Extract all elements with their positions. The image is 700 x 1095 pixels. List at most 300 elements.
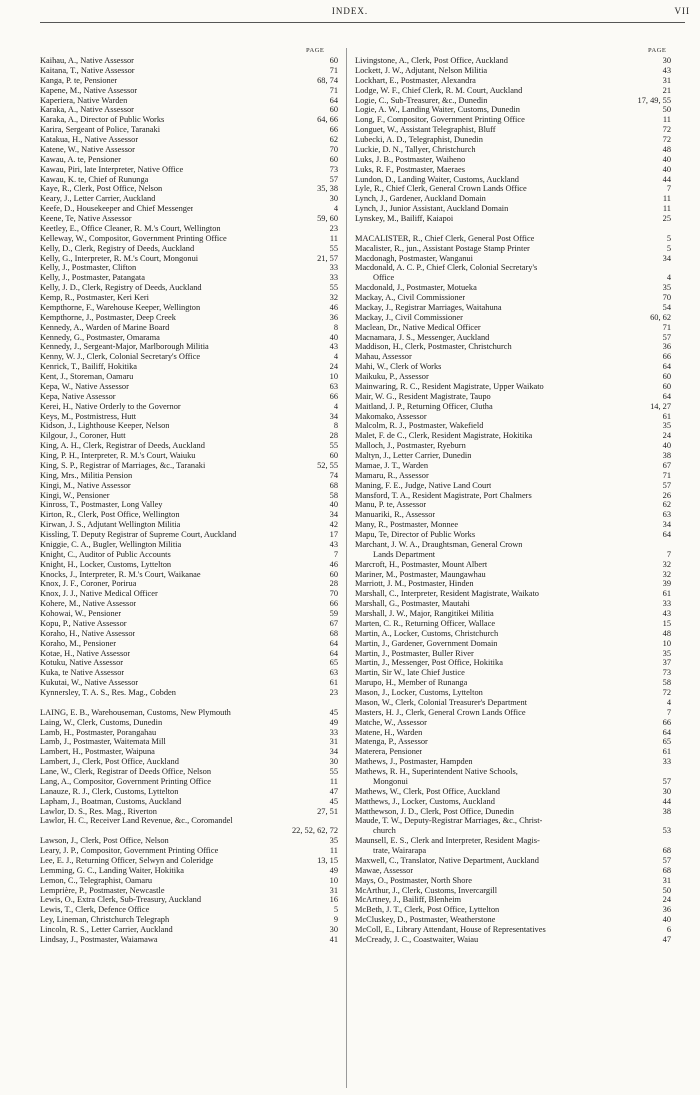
index-entry [355, 352, 671, 362]
entry-page-ref: 24 [329, 362, 338, 372]
index-entry [355, 412, 671, 422]
entry-page-ref: 36 [329, 312, 338, 322]
entry-page-ref: 66 [329, 599, 338, 609]
right-page-column-heading: PAGE [648, 47, 667, 54]
index-entry [355, 678, 671, 688]
entry-name: Katakua, H., Native Assessor [40, 135, 139, 144]
index-entry [355, 76, 671, 86]
entry-page-ref: 57 [662, 332, 671, 342]
entry-name: Marchant, J. W. A., Draughtsman, General Crown [355, 539, 523, 549]
index-entry [355, 56, 671, 66]
entry-page-ref: 5 [666, 233, 671, 243]
entry-page-ref: 40 [329, 500, 338, 510]
index-entry [40, 421, 338, 431]
entry-name: LAING, E. B., Warehouseman, Customs, New Plymouth [40, 707, 231, 717]
index-entry [355, 234, 671, 244]
index-entry [355, 263, 671, 273]
index-entry [355, 737, 671, 747]
entry-name: Kent, J., Storeman, Oamaru [40, 372, 134, 381]
index-entry [355, 491, 671, 501]
entry-page-ref: 50 [662, 105, 671, 115]
entry-page-ref: 70 [329, 144, 338, 154]
index-entry [40, 570, 338, 580]
entry-page-ref: 42 [329, 520, 338, 530]
entry-name: Maddison, H., Clerk, Postmaster, Christchurch [355, 342, 512, 352]
entry-name: Kelleway, W., Compositor, Government Printing Office [40, 233, 227, 243]
entry-name: Knox, J. J., Native Medical Officer [40, 589, 158, 599]
index-entry [355, 372, 671, 382]
entry-page-ref: 72 [662, 135, 671, 144]
index-entry [40, 807, 338, 817]
entry-page-ref: 61 [329, 678, 338, 688]
entry-name: Lambert, H., Postmaster, Waipuna [40, 747, 155, 757]
index-entry [40, 915, 338, 925]
entry-name: church [373, 826, 396, 836]
entry-name: Marshall, C., Interpreter, Resident Magistrate, Waikato [355, 589, 539, 599]
entry-name: Mawae, Assessor [355, 865, 414, 875]
section-gap [40, 698, 338, 708]
index-entry [355, 431, 671, 441]
index-entry [355, 303, 671, 313]
entry-name: Luks, J. B., Postmaster, Waiheno [355, 154, 466, 164]
index-entry [40, 797, 338, 807]
entry-name: Kelly, J., Postmaster, Clifton [40, 263, 137, 273]
index-entry [40, 86, 338, 96]
entry-page-ref: 64 [329, 638, 338, 648]
entry-name: Lockett, J. W., Adjutant, Nelson Militia [355, 65, 488, 75]
index-entry [355, 194, 671, 204]
index-entry [40, 431, 338, 441]
index-entry [355, 204, 671, 214]
entry-page-ref: 46 [329, 302, 338, 312]
entry-page-ref: 66 [662, 717, 671, 727]
index-entry [40, 737, 338, 747]
entry-page-ref: 58 [329, 490, 338, 500]
entry-page-ref: 60 [329, 105, 338, 115]
index-entry [355, 96, 671, 106]
index-entry [355, 451, 671, 461]
index-entry [355, 175, 671, 185]
entry-page-ref: 13, 15 [317, 855, 338, 865]
index-entry [355, 895, 671, 905]
entry-name: Kukutai, W., Native Assessor [40, 678, 139, 688]
entry-page-ref: 33 [329, 273, 338, 283]
entry-name: Marten, C. R., Returning Officer, Wallace [355, 618, 496, 628]
entry-name: Kemp, R., Postmaster, Keri Keri [40, 293, 149, 302]
entry-name: Laing, W., Clerk, Customs, Dunedin [40, 717, 163, 727]
entry-name: Kotuku, Native Assessor [40, 658, 124, 668]
entry-page-ref: 31 [662, 875, 671, 885]
index-entry [355, 530, 671, 540]
entry-name: Materera, Pensioner [355, 747, 423, 757]
entry-name: Lands Department [373, 549, 436, 559]
index-entry [355, 520, 671, 530]
entry-name: Matthews, J., Locker, Customs, Auckland [355, 796, 495, 806]
index-entry [40, 333, 338, 343]
entry-name: Kawau, A. te, Pensioner [40, 154, 121, 164]
entry-name: Mackay, A., Civil Commissioner [355, 293, 466, 302]
entry-name: Lane, W., Clerk, Registrar of Deeds Office, Nelson [40, 767, 212, 776]
entry-name: Manu, P. te, Assessor [355, 500, 427, 510]
entry-page-ref: 24 [662, 431, 671, 441]
entry-page-ref: 59 [329, 609, 338, 618]
entry-page-ref: 30 [662, 786, 671, 796]
entry-page-ref: 28 [329, 431, 338, 441]
index-entry [355, 708, 671, 718]
entry-page-ref: 34 [329, 411, 338, 421]
entry-page-ref [667, 816, 671, 826]
entry-page-ref: 27, 51 [317, 806, 338, 816]
index-entry [355, 905, 671, 915]
index-entry [40, 747, 338, 757]
entry-name: Kingi, W., Pensioner [40, 490, 110, 500]
index-entry [40, 323, 338, 333]
entry-name: Logie, C., Sub-Treasurer, &c., Dunedin [355, 95, 488, 105]
entry-page-ref: 68, 74 [317, 75, 338, 85]
entry-page-ref: 24 [662, 895, 671, 905]
entry-page-ref: 40 [662, 915, 671, 925]
entry-name: Mathews, J., Postmaster, Hampden [355, 757, 473, 767]
entry-page-ref: 4 [333, 352, 338, 362]
index-entry [40, 283, 338, 293]
entry-name: McArthur, J., Clerk, Customs, Invercargill [355, 885, 498, 895]
entry-page-ref: 23 [329, 223, 338, 233]
entry-page-ref: 40 [329, 332, 338, 342]
entry-page-ref: 57 [662, 855, 671, 865]
entry-page-ref: 67 [662, 460, 671, 470]
index-entry [40, 540, 338, 550]
entry-page-ref: 70 [662, 293, 671, 302]
entry-name: Lubecki, A. D., Telegraphist, Dunedin [355, 135, 483, 144]
entry-name: Kohowai, W., Pensioner [40, 609, 122, 618]
entry-name: Maude, T. W., Deputy-Registrar Marriages, &c., Christ- [355, 816, 543, 826]
entry-name: Koraho, H., Native Assessor [40, 628, 136, 638]
index-entry [40, 836, 338, 846]
entry-page-ref: 63 [329, 381, 338, 391]
index-entry [40, 412, 338, 422]
entry-page-ref: 15 [662, 618, 671, 628]
entry-name: Lynskey, M., Bailiff, Kaiapoi [355, 214, 454, 223]
entry-page-ref: 35, 38 [317, 184, 338, 194]
entry-page-ref: 46 [329, 559, 338, 569]
entry-name: Maclean, Dr., Native Medical Officer [355, 322, 481, 332]
index-entry [40, 846, 338, 856]
index-entry [355, 392, 671, 402]
entry-name: Kilgour, J., Coroner, Hutt [40, 431, 126, 441]
entry-page-ref: 28 [329, 579, 338, 589]
entry-page-ref: 71 [329, 85, 338, 95]
entry-name: Marriott, J. M., Postmaster, Hinden [355, 579, 474, 589]
entry-name: Leary, J. P., Compositor, Government Printing Office [40, 846, 219, 855]
index-entry [355, 767, 671, 777]
entry-page-ref: 55 [329, 283, 338, 293]
index-entry [40, 609, 338, 619]
index-entry [355, 155, 671, 165]
entry-page-ref: 60 [329, 569, 338, 579]
index-entry [40, 342, 338, 352]
index-entry [40, 589, 338, 599]
entry-page-ref: 11 [329, 233, 338, 243]
entry-page-ref: 48 [662, 628, 671, 638]
entry-name: Kaye, R., Clerk, Post Office, Nelson [40, 184, 163, 194]
index-entry [355, 688, 671, 698]
page-title: INDEX. [331, 6, 369, 16]
index-entry [355, 856, 671, 866]
index-entry [40, 105, 338, 115]
entry-page-ref: 60 [329, 56, 338, 65]
index-entry [355, 649, 671, 659]
entry-name: Mongonui [373, 776, 408, 786]
index-entry [355, 293, 671, 303]
entry-page-ref: 57 [662, 480, 671, 490]
index-entry [355, 609, 671, 619]
entry-name: Kirton, R., Clerk, Post Office, Wellington [40, 510, 180, 520]
entry-page-ref: 36 [662, 905, 671, 915]
entry-name: McArtney, J., Bailiff, Blenheim [355, 895, 462, 905]
index-entry [355, 510, 671, 520]
index-entry [40, 254, 338, 264]
entry-page-ref: 55 [329, 243, 338, 253]
entry-page-ref: 32 [662, 569, 671, 579]
index-entry [355, 797, 671, 807]
entry-page-ref: 47 [662, 934, 671, 944]
entry-name: Kanga, P. te, Pensioner [40, 75, 118, 85]
entry-page-ref: 33 [329, 727, 338, 737]
entry-name: Kennedy, A., Warden of Marine Board [40, 322, 170, 332]
entry-name: Kohere, M., Native Assessor [40, 599, 137, 609]
entry-page-ref: 30 [329, 194, 338, 204]
entry-name: Lang, A., Compositor, Government Printing Office [40, 776, 211, 786]
index-entry [355, 757, 671, 767]
entry-page-ref: 44 [662, 796, 671, 806]
index-entry [40, 135, 338, 145]
index-entry [355, 421, 671, 431]
entry-name: Maitland, J. P., Returning Officer, Clutha [355, 401, 493, 411]
index-entry [40, 96, 338, 106]
entry-page-ref: 73 [329, 164, 338, 174]
index-entry [40, 244, 338, 254]
entry-name: Manuariki, R., Assessor [355, 510, 436, 520]
entry-name: Lyle, R., Chief Clerk, General Crown Lands Office [355, 184, 527, 194]
entry-name: Mariner, M., Postmaster, Maungawhau [355, 569, 486, 579]
entry-name: Long, F., Compositor, Government Printing Office [355, 115, 525, 125]
entry-page-ref: 60, 62 [650, 312, 671, 322]
entry-page-ref: 34 [329, 510, 338, 520]
index-entry [40, 935, 338, 945]
index-entry [40, 668, 338, 678]
index-entry [40, 619, 338, 629]
index-entry [40, 362, 338, 372]
index-entry [40, 194, 338, 204]
entry-name: Knox, J. F., Coroner, Porirua [40, 579, 137, 589]
entry-name: Marupo, H., Member of Runanga [355, 678, 468, 688]
entry-page-ref: 40 [662, 154, 671, 164]
entry-page-ref: 34 [662, 520, 671, 530]
entry-page-ref: 52, 55 [317, 460, 338, 470]
index-entry [355, 560, 671, 570]
entry-name: Kaihau, A., Native Assessor [40, 56, 134, 65]
entry-name: Lemprière, P., Postmaster, Newcastle [40, 885, 165, 895]
entry-name: Kingi, M., Native Assessor [40, 480, 131, 490]
entry-name: Kenrick, T., Bailiff, Hokitika [40, 362, 137, 372]
entry-page-ref: 45 [329, 707, 338, 717]
entry-name: Macdonald, A. C. P., Chief Clerk, Colonial Secretary's [355, 263, 538, 273]
entry-page-ref: 8 [333, 421, 338, 431]
index-entry [355, 718, 671, 728]
entry-name: Kennedy, G., Postmaster, Omarama [40, 332, 160, 342]
entry-page-ref: 40 [662, 441, 671, 451]
index-entry [40, 925, 338, 935]
entry-name: Knight, H., Locker, Customs, Lyttelton [40, 559, 172, 569]
entry-page-ref [667, 836, 671, 846]
index-entry [355, 273, 671, 283]
index-entry [355, 342, 671, 352]
entry-page-ref: 62 [662, 500, 671, 510]
entry-page-ref: 7 [666, 707, 671, 717]
entry-page-ref: 35 [329, 836, 338, 846]
entry-name: McColl, E., Library Attendant, House of Representatives [355, 925, 546, 934]
entry-page-ref: 22, 52, 62, 72 [291, 826, 338, 836]
entry-page-ref: 60 [329, 154, 338, 164]
index-entry [40, 224, 338, 234]
entry-name: Lewis, T., Clerk, Defence Office [40, 905, 150, 915]
entry-name: Lincoln, R. S., Letter Carrier, Auckland [40, 925, 173, 934]
entry-name: Lynch, J., Junior Assistant, Auckland Domain [355, 204, 509, 214]
entry-name: Lemming, G. C., Landing Waiter, Hokitika [40, 865, 184, 875]
entry-page-ref: 35 [662, 648, 671, 658]
entry-name: Kepa, W., Native Assessor [40, 381, 129, 391]
index-entry [355, 125, 671, 135]
entry-page-ref: 32 [662, 559, 671, 569]
entry-page-ref: 60 [329, 451, 338, 460]
index-entry [40, 550, 338, 560]
index-entry [40, 639, 338, 649]
entry-name: Kynnersley, T. A. S., Res. Mag., Cobden [40, 688, 176, 697]
entry-page-ref: 17 [329, 530, 338, 539]
entry-name: Lapham, J., Boatman, Customs, Auckland [40, 796, 182, 806]
entry-page-ref: 25 [662, 214, 671, 223]
index-entry [40, 402, 338, 412]
entry-page-ref: 64 [662, 391, 671, 401]
entry-name: Luckie, D. N., Tallyer, Christchurch [355, 144, 476, 154]
entry-name: Mackay, J., Civil Commissioner [355, 312, 463, 322]
entry-name: Kennedy, J., Sergeant-Major, Marlborough Militia [40, 342, 209, 352]
entry-name: Kissling, T. Deputy Registrar of Supreme Court, Auckland [40, 530, 237, 539]
entry-page-ref: 73 [662, 668, 671, 678]
index-entry [355, 313, 671, 323]
entry-page-ref: 43 [329, 342, 338, 352]
entry-name: Marcroft, H., Postmaster, Mount Albert [355, 559, 488, 569]
index-entry [355, 747, 671, 757]
index-entry [355, 165, 671, 175]
entry-page-ref: 40 [662, 164, 671, 174]
entry-page-ref [667, 540, 671, 550]
entry-page-ref: 10 [329, 372, 338, 381]
index-entry [40, 451, 338, 461]
index-entry [40, 510, 338, 520]
entry-name: Lockhart, E., Postmaster, Alexandra [355, 75, 476, 85]
entry-page-ref: 21, 57 [317, 253, 338, 263]
entry-page-ref: 68 [329, 480, 338, 490]
entry-page-ref: 8 [333, 322, 338, 332]
entry-name: Kelly, J., Postmaster, Patangata [40, 273, 145, 283]
entry-name: Kempthorne, J., Postmaster, Deep Creek [40, 312, 176, 322]
index-entry [40, 155, 338, 165]
entry-page-ref: 14, 27 [650, 401, 671, 411]
index-entry [40, 115, 338, 125]
index-entry [355, 619, 671, 629]
index-entry [40, 728, 338, 738]
entry-name: Katene, W., Native Assessor [40, 144, 135, 154]
entry-name: Keene, Te, Native Assessor [40, 214, 132, 223]
entry-page-ref: 55 [329, 441, 338, 451]
entry-name: Lynch, J., Gardener, Auckland Domain [355, 194, 486, 204]
entry-page-ref: 5 [333, 905, 338, 915]
index-entry [355, 836, 671, 846]
entry-name: Kenny, W. J., Clerk, Colonial Secretary's Office [40, 352, 201, 362]
index-entry [40, 629, 338, 639]
entry-page-ref: 53 [662, 826, 671, 836]
index-entry [40, 392, 338, 402]
entry-page-ref: 60 [662, 372, 671, 381]
entry-name: Karira, Sergeant of Police, Taranaki [40, 125, 161, 135]
index-entry [355, 283, 671, 293]
index-entry [355, 886, 671, 896]
entry-page-ref: 43 [662, 65, 671, 75]
entry-page-ref: 11 [662, 204, 671, 214]
entry-name: Lamb, H., Postmaster, Porangahau [40, 727, 157, 737]
entry-page-ref: 17, 49, 55 [637, 95, 671, 105]
entry-name: Martin, J., Gardener, Government Domain [355, 638, 498, 648]
entry-name: Mainwaring, R. C., Resident Magistrate, Upper Waikato [355, 381, 544, 391]
index-entry [355, 925, 671, 935]
entry-page-ref: 35 [662, 421, 671, 431]
entry-name: Matche, W., Assessor [355, 717, 427, 727]
index-entry [40, 214, 338, 224]
index-entry [355, 244, 671, 254]
index-entry [355, 570, 671, 580]
index-entry [355, 323, 671, 333]
entry-name: Martin, A., Locker, Customs, Christchurch [355, 628, 499, 638]
index-entry [40, 273, 338, 283]
index-entry [40, 757, 338, 767]
index-entry [40, 876, 338, 886]
entry-page-ref: 31 [329, 737, 338, 747]
index-entry [355, 599, 671, 609]
entry-page-ref: 61 [662, 589, 671, 599]
entry-name: Lee, E. J., Returning Officer, Selwyn and Coleridge [40, 855, 214, 865]
entry-page-ref: 48 [662, 144, 671, 154]
entry-page-ref: 54 [662, 302, 671, 312]
index-entry [40, 382, 338, 392]
index-entry [40, 658, 338, 668]
entry-name: Macalister, R., jun., Assistant Postage Stamp Printer [355, 243, 530, 253]
index-entry [355, 658, 671, 668]
entry-name: Lawlor, H. C., Receiver Land Revenue, &c., Coromandel [40, 816, 233, 826]
index-entry [40, 895, 338, 905]
index-entry [40, 856, 338, 866]
index-column-left [40, 56, 338, 945]
entry-name: MACALISTER, R., Chief Clerk, General Post Office [355, 233, 535, 243]
index-entry [40, 204, 338, 214]
index-entry [40, 500, 338, 510]
entry-name [270, 826, 288, 836]
entry-page-ref: 10 [662, 638, 671, 648]
index-entry [40, 708, 338, 718]
index-entry [40, 165, 338, 175]
entry-page-ref: 60 [662, 381, 671, 391]
index-entry [355, 254, 671, 264]
